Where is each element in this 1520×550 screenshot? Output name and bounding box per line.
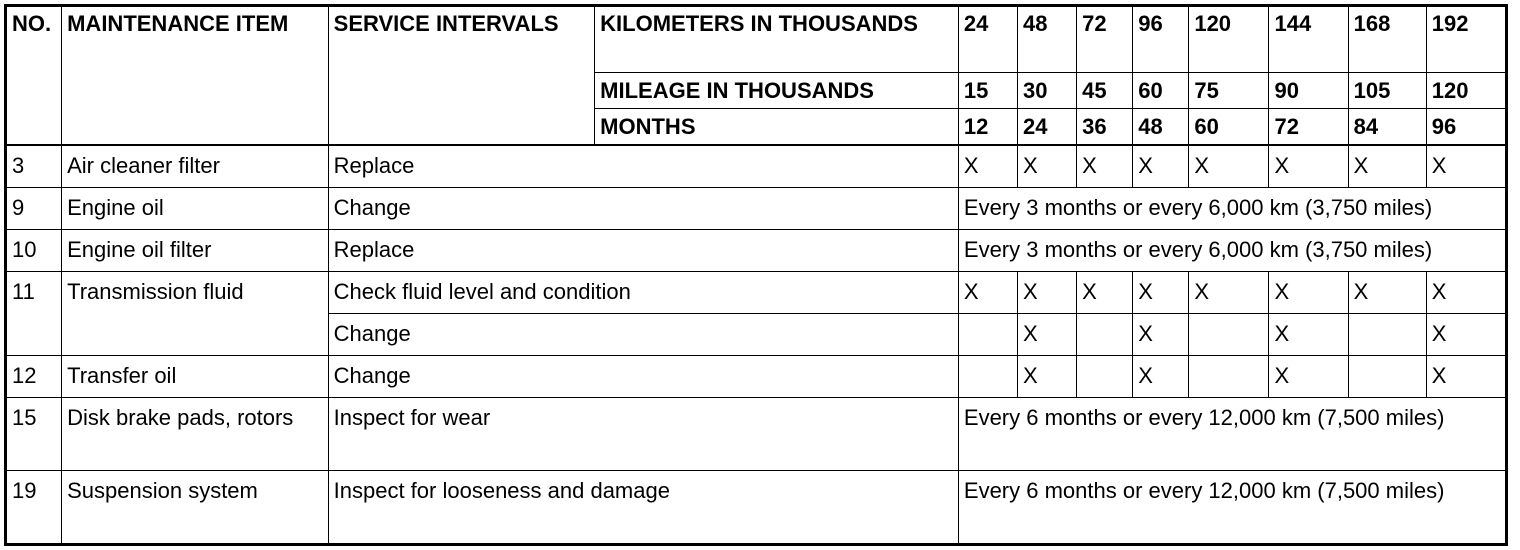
- header-months-value: 96: [1426, 109, 1506, 146]
- header-mileage-value: 75: [1189, 73, 1269, 109]
- interval-note: Every 3 months or every 6,000 km (3,750 miles): [958, 230, 1506, 272]
- header-km-value: 72: [1077, 6, 1133, 73]
- header-km-value: 192: [1426, 6, 1506, 73]
- interval-mark: [1189, 356, 1269, 398]
- header-km-value: 144: [1269, 6, 1348, 73]
- interval-mark: X: [1189, 272, 1269, 314]
- row-item: Transmission fluid: [62, 272, 329, 356]
- row-number: 10: [6, 230, 62, 272]
- interval-mark: X: [1189, 145, 1269, 188]
- interval-mark: [1348, 314, 1426, 356]
- table-row: [6, 398, 1507, 471]
- interval-mark: X: [1018, 272, 1077, 314]
- interval-mark: X: [958, 272, 1017, 314]
- interval-note: Every 3 months or every 6,000 km (3,750 miles): [958, 188, 1506, 230]
- table-row: [6, 188, 1507, 230]
- row-service: Change: [328, 356, 958, 398]
- table-row: [6, 356, 1507, 398]
- interval-note: Every 6 months or every 12,000 km (7,500 miles): [958, 471, 1506, 545]
- header-mileage-value: 45: [1077, 73, 1133, 109]
- interval-mark: X: [1018, 314, 1077, 356]
- row-item: Transfer oil: [62, 356, 329, 398]
- row-item: Air cleaner filter: [62, 145, 329, 188]
- header-months-value: 12: [958, 109, 1017, 146]
- row-service: Replace: [328, 230, 958, 272]
- row-item: Engine oil filter: [62, 230, 329, 272]
- row-service: Change: [328, 188, 958, 230]
- header-km-value: 120: [1189, 6, 1269, 73]
- row-number: 11: [6, 272, 62, 356]
- table-row: [6, 145, 1507, 188]
- row-item: Disk brake pads, rotors: [62, 398, 329, 471]
- interval-mark: X: [1348, 272, 1426, 314]
- row-service: Inspect for looseness and damage: [328, 471, 958, 545]
- interval-mark: X: [1269, 145, 1348, 188]
- maintenance-table: [4, 4, 1508, 546]
- header-mileage-value: 15: [958, 73, 1017, 109]
- interval-mark: X: [1348, 145, 1426, 188]
- row-number: 3: [6, 145, 62, 188]
- interval-mark: X: [1018, 356, 1077, 398]
- header-km-value: 96: [1133, 6, 1189, 73]
- row-number: 12: [6, 356, 62, 398]
- table-row: [6, 471, 1507, 545]
- interval-mark: [958, 356, 1017, 398]
- header-row-km: [6, 6, 1507, 73]
- row-service: Inspect for wear: [328, 398, 958, 471]
- header-months-value: 36: [1077, 109, 1133, 146]
- row-service: Check fluid level and condition: [328, 272, 958, 314]
- interval-mark: [1348, 356, 1426, 398]
- header-km-label: KILOMETERS IN THOUSANDS: [595, 6, 959, 73]
- interval-mark: X: [1426, 356, 1506, 398]
- header-maintenance-item: MAINTENANCE ITEM: [62, 6, 329, 146]
- row-number: 15: [6, 398, 62, 471]
- interval-mark: X: [1269, 314, 1348, 356]
- interval-mark: X: [1426, 314, 1506, 356]
- interval-mark: X: [958, 145, 1017, 188]
- row-service: Replace: [328, 145, 958, 188]
- interval-note: Every 6 months or every 12,000 km (7,500 miles): [958, 398, 1506, 471]
- row-item: Engine oil: [62, 188, 329, 230]
- interval-mark: X: [1133, 145, 1189, 188]
- interval-mark: X: [1426, 145, 1506, 188]
- header-months-value: 48: [1133, 109, 1189, 146]
- header-no: NO.: [6, 6, 62, 146]
- interval-mark: X: [1269, 272, 1348, 314]
- interval-mark: [1189, 314, 1269, 356]
- interval-mark: X: [1426, 272, 1506, 314]
- interval-mark: X: [1133, 356, 1189, 398]
- header-months-value: 84: [1348, 109, 1426, 146]
- header-months-value: 72: [1269, 109, 1348, 146]
- header-mileage-value: 120: [1426, 73, 1506, 109]
- interval-mark: [958, 314, 1017, 356]
- maintenance-schedule: [4, 4, 1508, 546]
- header-km-value: 168: [1348, 6, 1426, 73]
- interval-mark: X: [1077, 272, 1133, 314]
- row-item: Suspension system: [62, 471, 329, 545]
- table-row: [6, 272, 1507, 314]
- header-months-value: 60: [1189, 109, 1269, 146]
- interval-mark: X: [1269, 356, 1348, 398]
- header-km-value: 24: [958, 6, 1017, 73]
- header-mileage-value: 60: [1133, 73, 1189, 109]
- header-months-label: MONTHS: [595, 109, 959, 146]
- row-service: Change: [328, 314, 958, 356]
- interval-mark: [1077, 356, 1133, 398]
- table-row: [6, 230, 1507, 272]
- header-service-intervals: SERVICE INTERVALS: [328, 6, 595, 146]
- interval-mark: [1077, 314, 1133, 356]
- interval-mark: X: [1133, 272, 1189, 314]
- interval-mark: X: [1133, 314, 1189, 356]
- header-km-value: 48: [1018, 6, 1077, 73]
- header-mileage-value: 90: [1269, 73, 1348, 109]
- interval-mark: X: [1077, 145, 1133, 188]
- header-mileage-value: 30: [1018, 73, 1077, 109]
- header-mileage-value: 105: [1348, 73, 1426, 109]
- header-mileage-label: MILEAGE IN THOUSANDS: [595, 73, 959, 109]
- header-months-value: 24: [1018, 109, 1077, 146]
- row-number: 9: [6, 188, 62, 230]
- interval-mark: X: [1018, 145, 1077, 188]
- row-number: 19: [6, 471, 62, 545]
